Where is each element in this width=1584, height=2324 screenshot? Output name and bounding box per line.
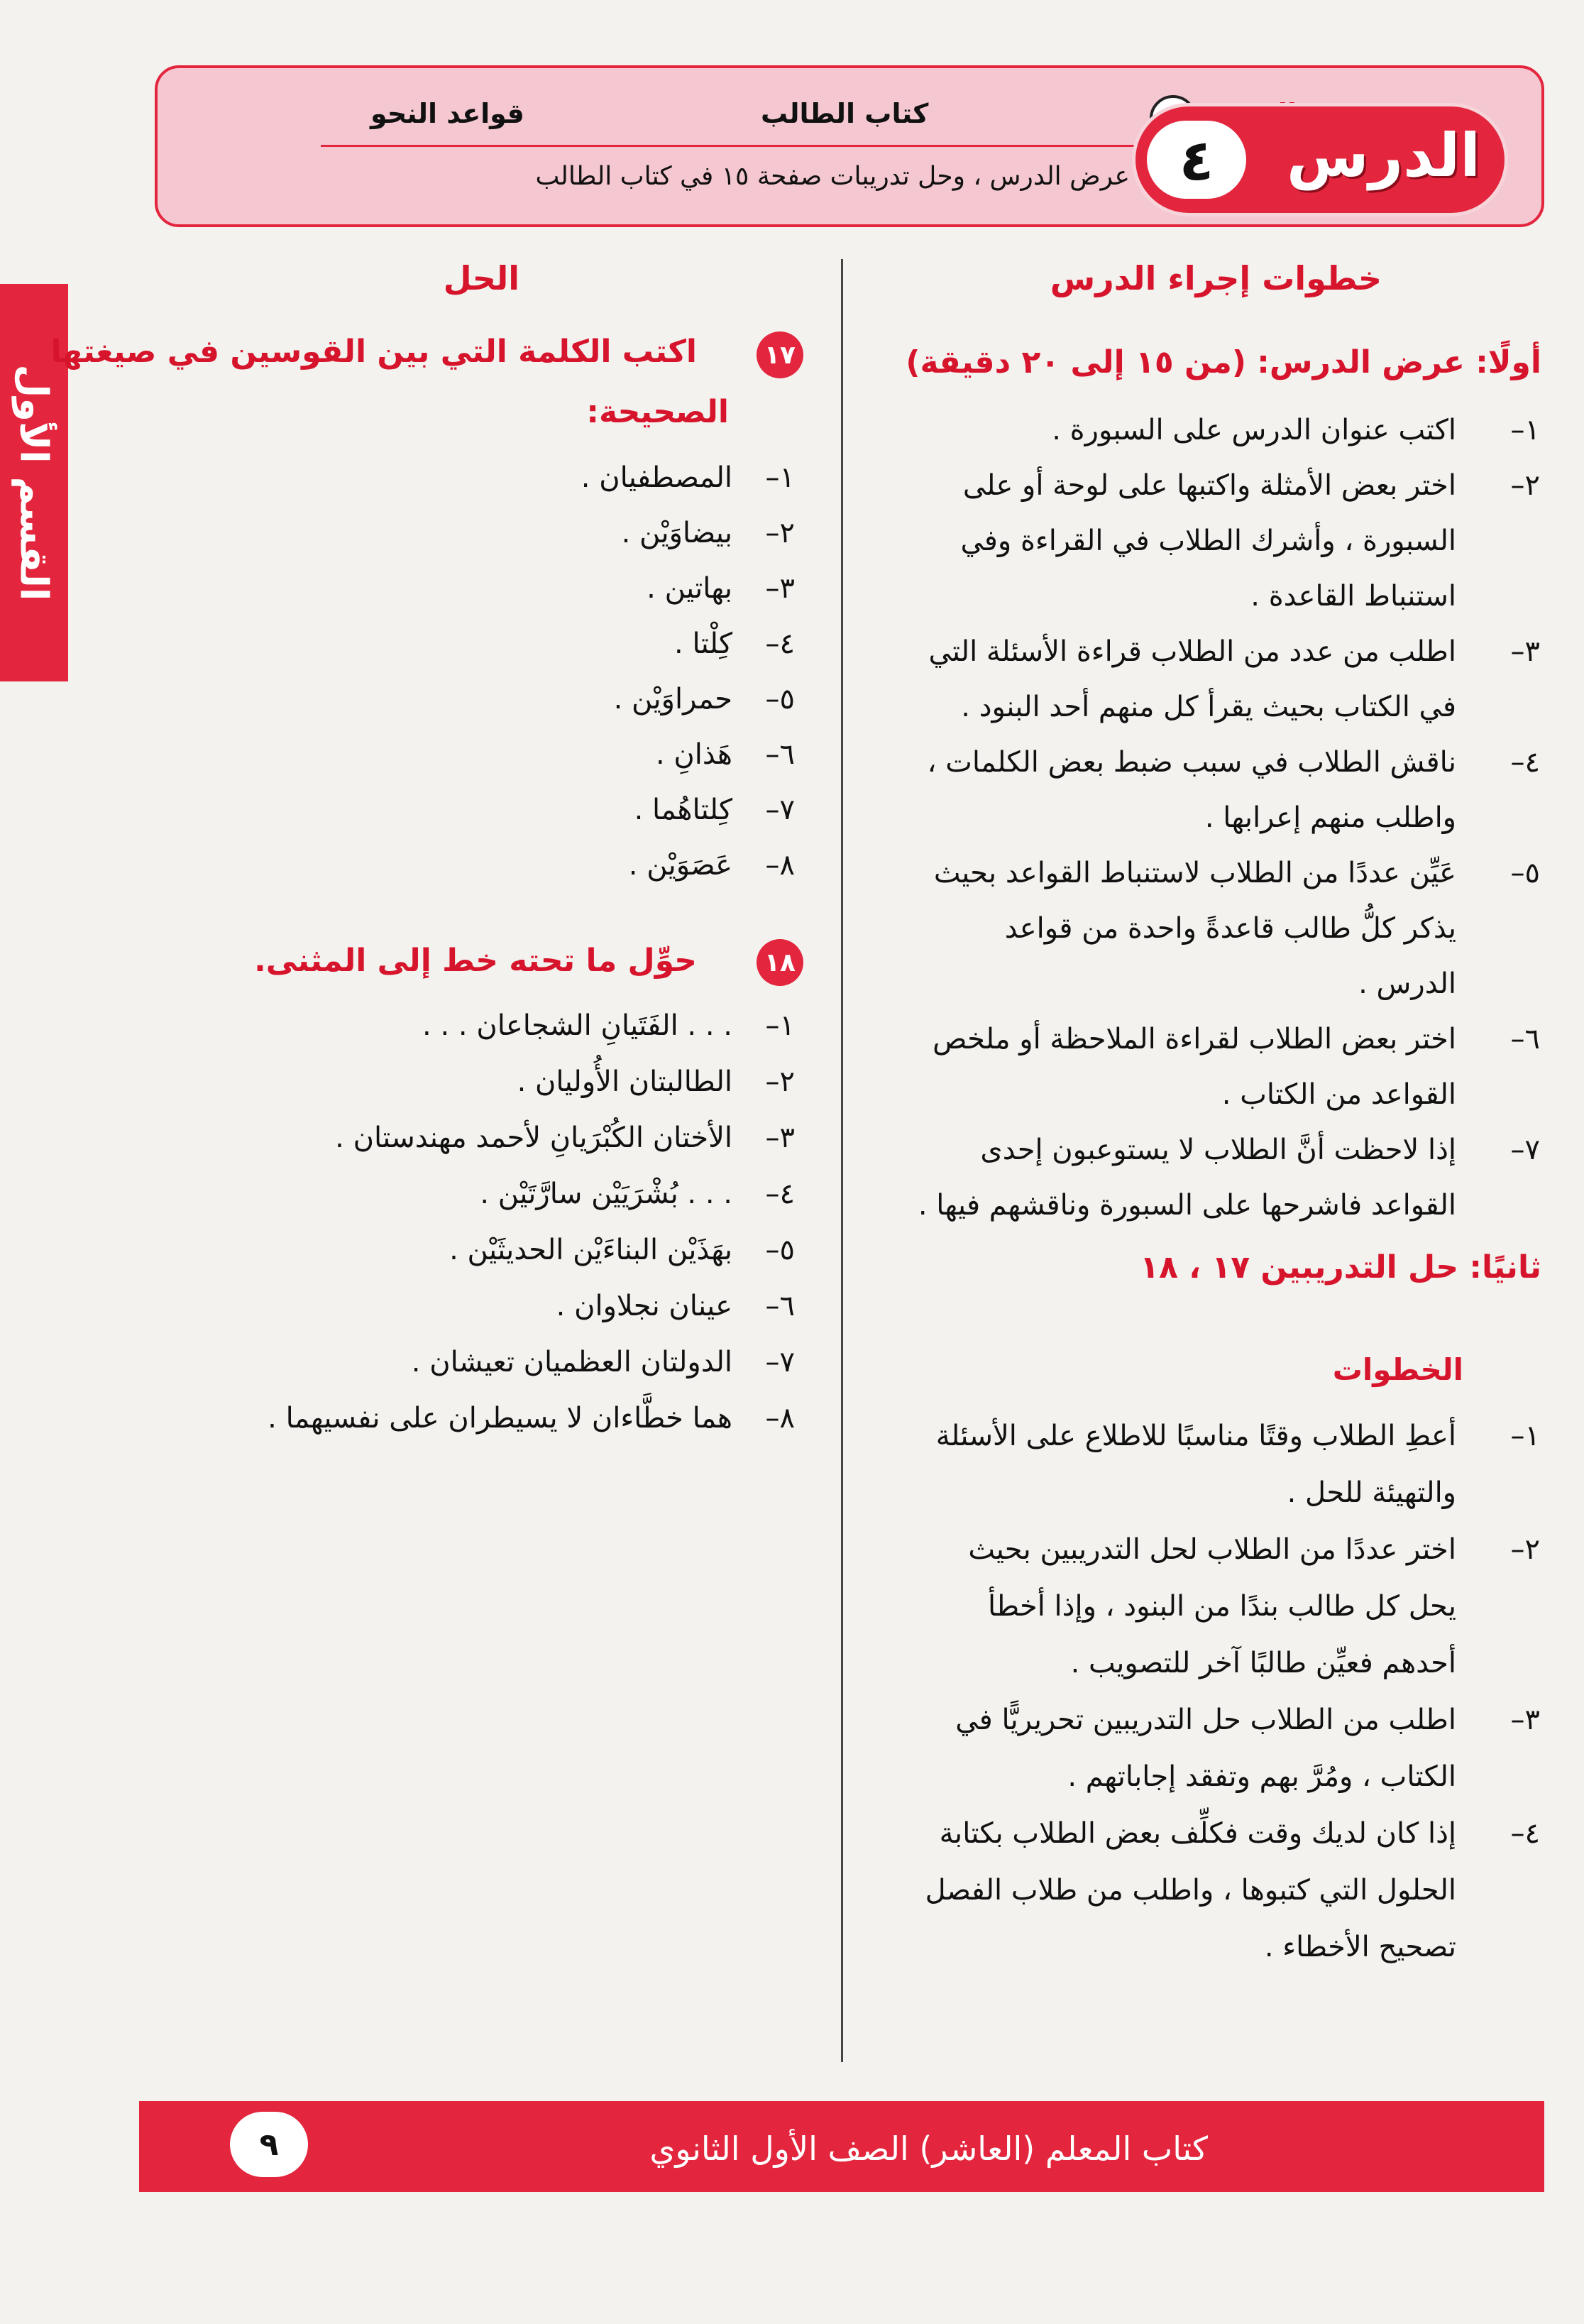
section1-line-number: ٤– <box>1510 746 1540 779</box>
exercise-18-answer-text: . . . بُشْرَيَيْن سارَّتَيْن . <box>480 1178 732 1210</box>
exercise-17-answer-text: كِلتاهُما . <box>634 794 732 826</box>
right-column-title: خطوات إجراء الدرس <box>1050 259 1382 297</box>
exercise-17-title-line2: الصحيحة: <box>586 394 729 430</box>
exercise-18-answer-number: ٣– <box>765 1122 795 1154</box>
exercise-17-answer-number: ٧– <box>765 794 795 826</box>
section1-line-text: في الكتاب بحيث يقرأ كل منهم أحد البنود . <box>961 691 1456 723</box>
exercise-17-answer-text: كِلْتا . <box>674 627 732 660</box>
section1-line-text: القواعد من الكتاب . <box>1221 1078 1456 1111</box>
section-side-tab-label: القسم الأول <box>11 364 57 601</box>
footer-text: كتاب المعلم (العاشر) الصف الأول الثانوي <box>649 2130 1208 2168</box>
exercise-18-answer-text: الدولتان العظميان تعيشان . <box>411 1346 732 1378</box>
exercise-18-answer-number: ٤– <box>765 1178 795 1210</box>
exercise-18-answer-text: عينان نجلاوان . <box>556 1290 732 1322</box>
section2-line-text: أعطِ الطلاب وقتًا مناسبًا للاطلاع على الأسئلة <box>935 1420 1456 1452</box>
section2-line-text: الحلول التي كتبوها ، واطلب من طلاب الفصل <box>925 1874 1456 1907</box>
header-topic: قواعد النحو <box>370 98 524 129</box>
exercise-18-answer-text: الطالبتان الأُوليان . <box>517 1065 732 1098</box>
header-book: كتاب الطالب <box>761 98 929 129</box>
exercise-17-answer-text: هَذانِ . <box>655 738 732 771</box>
lesson-word: الدرس <box>1286 121 1480 190</box>
exercise-18-answer-number: ٥– <box>765 1234 795 1266</box>
section2-line-number: ٢– <box>1510 1533 1540 1566</box>
lesson-badge <box>1135 106 1505 213</box>
exercise-17-answer-number: ٢– <box>765 517 795 549</box>
lesson-number: ٤ <box>1147 121 1246 199</box>
exercise-17-answer-text: عَصَوَيْن . <box>628 849 732 882</box>
exercise-18-answer-text: هما خطَّاءان لا يسيطران على نفسيهما . <box>268 1402 732 1435</box>
exercise-17-answer-text: حمراوَيْن . <box>613 683 732 716</box>
section1-line-text: اطلب من عدد من الطلاب قراءة الأسئلة التي <box>928 635 1456 668</box>
section2-line-number: ٤– <box>1510 1817 1540 1850</box>
section1-line-text: اكتب عنوان الدرس على السبورة . <box>1052 414 1456 446</box>
section2-line-text: أحدهم فعيِّن طالبًا آخر للتصويب . <box>1070 1647 1456 1679</box>
exercise-18-answer-text: بهَذَيْن البناءَيْن الحديثَيْن . <box>449 1234 732 1266</box>
exercise-17-title-line1: اكتب الكلمة التي بين القوسين في صيغتها <box>50 334 697 370</box>
section2-line-text: يحل كل طالب بندًا من البنود ، وإذا أخطأ <box>988 1590 1456 1623</box>
exercise-17-answer-number: ١– <box>765 461 795 494</box>
section2-line-text: والتهيئة للحل . <box>1287 1476 1456 1509</box>
section1-line-text: اختر بعض الطلاب لقراءة الملاحظة أو ملخص <box>933 1023 1456 1056</box>
exercise-17-badge: ١٧ <box>757 331 803 378</box>
section1-line-number: ٧– <box>1510 1134 1540 1166</box>
section1-line-number: ٦– <box>1510 1023 1540 1056</box>
exercise-17-answer-number: ٣– <box>765 572 795 605</box>
section1-line-text: واطلب منهم إعرابها . <box>1204 801 1456 834</box>
exercise-18-badge: ١٨ <box>757 939 803 986</box>
exercise-17-answer-text: بيضاوَيْن . <box>621 517 732 549</box>
section1-line-text: عَيِّن عددًا من الطلاب لاستنباط القواعد بحيث <box>933 857 1456 889</box>
exercise-18-answer-number: ١– <box>765 1009 795 1042</box>
section1-line-text: إذا لاحظت أنَّ الطلاب لا يستوعبون إحدى <box>980 1134 1456 1166</box>
section1-line-text: السبورة ، وأشرك الطلاب في القراءة وفي <box>960 525 1456 557</box>
section1-line-text: القواعد فاشرحها على السبورة وناقشهم فيها . <box>918 1189 1456 1222</box>
exercise-17-answer-number: ٦– <box>765 738 795 771</box>
section2-line-text: إذا كان لديك وقت فكلِّف بعض الطلاب بكتابة <box>939 1817 1456 1850</box>
exercise-17-answer-number: ٤– <box>765 627 795 660</box>
steps-title: الخطوات <box>1332 1352 1463 1387</box>
left-column-title: الحل <box>443 259 519 297</box>
section2-line-number: ٣– <box>1510 1704 1540 1736</box>
section1-line-text: ناقش الطلاب في سبب ضبط بعض الكلمات ، <box>927 746 1456 779</box>
section1-line-number: ٣– <box>1510 635 1540 668</box>
header-divider <box>321 145 1236 147</box>
exercise-18-answer-number: ٧– <box>765 1346 795 1378</box>
section2-line-text: اختر عددًا من الطلاب لحل التدريبين بحيث <box>968 1533 1456 1566</box>
exercise-18-answer-text: الأختان الكُبْرَيانِ لأحمد مهندستان . <box>335 1122 732 1154</box>
section2-line-text: الكتاب ، ومُرَّ بهم وتفقد إجاباتهم . <box>1067 1760 1456 1793</box>
page-number: ٩ <box>230 2112 308 2177</box>
section1-line-text: اختر بعض الأمثلة واكتبها على لوحة أو على <box>962 469 1456 502</box>
header-subtitle: عرض الدرس ، وحل تدريبات صفحة ١٥ في كتاب الطالب <box>535 162 1130 191</box>
exercise-17-answer-text: المصطفيان . <box>581 461 732 494</box>
section1-line-number: ٥– <box>1510 857 1540 889</box>
section2-title: ثانيًا: حل التدريبين ١٧ ، ١٨ <box>1140 1249 1541 1286</box>
section2-line-text: تصحيح الأخطاء . <box>1264 1931 1456 1963</box>
exercise-18-answer-number: ٨– <box>765 1402 795 1435</box>
exercise-17-answer-text: بهاتين . <box>647 572 732 605</box>
section1-line-number: ١– <box>1510 414 1540 446</box>
exercise-17-answer-number: ٥– <box>765 683 795 716</box>
exercise-18-answer-number: ٢– <box>765 1065 795 1098</box>
exercise-18-answer-number: ٦– <box>765 1290 795 1322</box>
exercise-18-answer-text: . . . الفَتَيانِ الشجاعان . . . <box>422 1009 732 1042</box>
section1-title: أولًا: عرض الدرس: (من ١٥ إلى ٢٠ دقيقة) <box>906 344 1541 380</box>
section1-line-text: الدرس . <box>1358 968 1456 1000</box>
section1-line-text: استنباط القاعدة . <box>1250 580 1456 613</box>
section1-line-text: يذكر كلُّ طالب قاعدةً واحدة من قواعد <box>1004 912 1456 945</box>
section1-line-number: ٢– <box>1510 469 1540 502</box>
section2-line-number: ١– <box>1510 1420 1540 1452</box>
section2-line-text: اطلب من الطلاب حل التدريبين تحريريًّا في <box>955 1704 1456 1736</box>
column-divider <box>841 259 843 2062</box>
exercise-18-title: حوِّل ما تحته خط إلى المثنى. <box>254 943 697 979</box>
exercise-17-answer-number: ٨– <box>765 849 795 882</box>
